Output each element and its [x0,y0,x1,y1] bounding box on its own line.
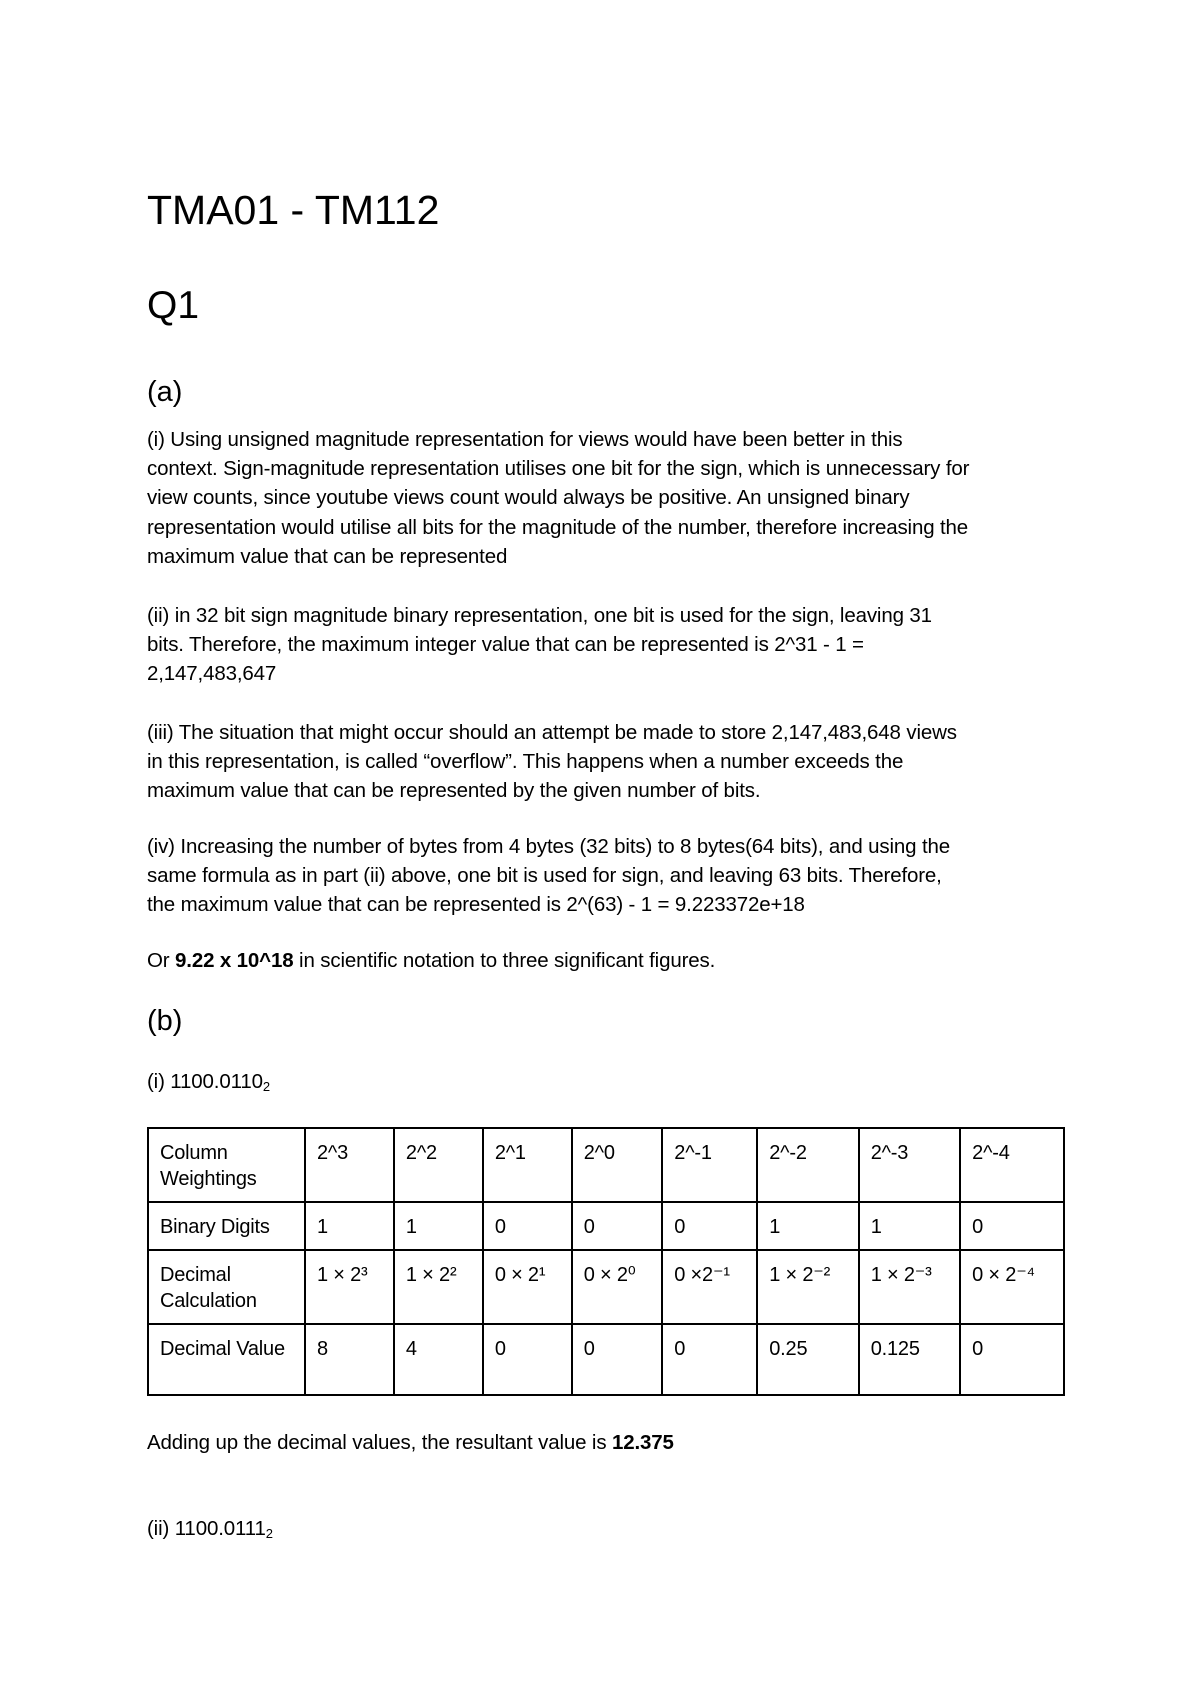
answer-line [147,1514,1067,1548]
binary-number-i [147,1067,1067,1101]
weighting-cell: 2^1 [483,1128,572,1202]
sci-value: 9.22 x 10^18 [175,949,294,972]
value-cell: 0.125 [859,1324,960,1395]
value-cell: 0 [572,1324,663,1395]
table-row-weightings [148,1128,1064,1202]
part-b-heading: (b) [147,1005,183,1037]
calculation-cell: 0 × 2¹ [483,1250,572,1324]
weighting-cell: 2^-3 [859,1128,960,1202]
answer-line: in this representation, is called “overflow”. This happens when a number exceeds the [147,750,904,774]
binary-number-text: (i) 1100.0110 [147,1070,263,1093]
weighting-cell: 2^-1 [662,1128,757,1202]
sci-prefix: Or [147,949,176,972]
answer-line [147,1428,1067,1457]
weighting-cell: 2^3 [305,1128,394,1202]
weighting-cell: 2^2 [394,1128,483,1202]
answer-line: context. Sign-magnitude representation utilises one bit for the sign, which is unnecessary for [147,457,970,481]
digit-cell: 1 [305,1202,394,1250]
scientific-notation-answer [147,946,1067,975]
binary-base-subscript: 2 [265,1526,273,1541]
row-header: Decimal Value [148,1324,305,1395]
digit-cell: 0 [572,1202,663,1250]
calculation-cell: 1 × 2⁻² [757,1250,858,1324]
answer-line: maximum value that can be represented by the given number of bits. [147,779,761,803]
value-cell: 4 [394,1324,483,1395]
sci-suffix: in scientific notation to three significant figures. [293,949,716,972]
answer-a-iv [147,832,1067,920]
part-a-heading: (a) [147,376,183,408]
answer-line: (ii) in 32 bit sign magnitude binary representation, one bit is used for the sign, leaving 31 [147,604,932,627]
calculation-cell: 0 × 2⁰ [572,1250,663,1324]
document-title: TMA01 - TM112 [147,187,440,233]
binary-base-subscript: 2 [262,1079,270,1094]
binary-number-ii [147,1514,1067,1548]
resultant-value [147,1428,1067,1457]
answer-line: 2,147,483,647 [147,662,277,686]
answer-line: (i) Using unsigned magnitude representation for views would have been better in this [147,428,903,451]
calculation-cell: 0 × 2⁻⁴ [960,1250,1064,1324]
value-cell: 0 [662,1324,757,1395]
digit-cell: 0 [483,1202,572,1250]
calculation-cell: 1 × 2⁻³ [859,1250,960,1324]
row-header: Binary Digits [148,1202,305,1250]
value-cell: 8 [305,1324,394,1395]
result-prefix: Adding up the decimal values, the resultant value is [147,1431,612,1454]
calculation-cell: 1 × 2³ [305,1250,394,1324]
answer-line: view counts, since youtube views count would always be positive. An unsigned binary [147,486,910,510]
digit-cell: 1 [757,1202,858,1250]
row-header: Column Weightings [148,1128,305,1202]
digit-cell: 1 [859,1202,960,1250]
result-value: 12.375 [611,1431,674,1454]
table-row-values [148,1324,1064,1395]
digit-cell: 0 [960,1202,1064,1250]
value-cell: 0 [483,1324,572,1395]
answer-line: same formula as in part (ii) above, one bit is used for sign, and leaving 63 bits. Therefore, [147,864,942,888]
answer-line [147,946,1067,975]
answer-line: the maximum value that can be represented is 2^(63) - 1 = 9.223372e+18 [147,893,805,917]
answer-line: (iv) Increasing the number of bytes from 4 bytes (32 bits) to 8 bytes(64 bits), and using the [147,835,951,858]
answer-line: representation would utilise all bits for the magnitude of the number, therefore increasing the [147,515,969,539]
answer-a-ii [147,601,1067,689]
answer-line [147,1067,1067,1101]
value-cell: 0 [960,1324,1064,1395]
answer-a-i [147,425,1067,571]
binary-conversion-table [147,1127,1065,1396]
calculation-cell: 0 ×2⁻¹ [662,1250,757,1324]
answer-line: maximum value that can be represented [147,544,508,568]
answer-line: bits. Therefore, the maximum integer value that can be represented is 2^31 - 1 = [147,633,864,657]
row-header: Decimal Calculation [148,1250,305,1324]
value-cell: 0.25 [757,1324,858,1395]
binary-number-text: (ii) 1100.0111 [147,1517,266,1540]
question-heading: Q1 [147,284,200,327]
weighting-cell: 2^0 [572,1128,663,1202]
digit-cell: 0 [662,1202,757,1250]
digit-cell: 1 [394,1202,483,1250]
calculation-cell: 1 × 2² [394,1250,483,1324]
weighting-cell: 2^-4 [960,1128,1064,1202]
table-row-digits [148,1202,1064,1250]
answer-line: (iii) The situation that might occur should an attempt be made to store 2,147,483,648 views [147,721,957,744]
table-row-calculations [148,1250,1064,1324]
answer-a-iii [147,718,1067,806]
weighting-cell: 2^-2 [757,1128,858,1202]
